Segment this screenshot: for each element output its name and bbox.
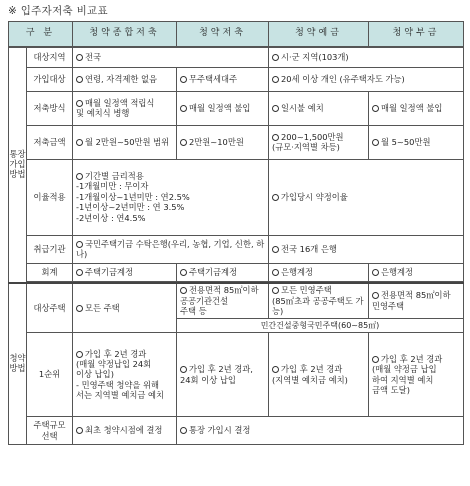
row-label: 저축방식 — [27, 91, 73, 125]
bullet-circle-icon — [76, 54, 83, 61]
bullet-circle-icon — [372, 356, 379, 363]
table-cell: 2만원~10만원 — [177, 125, 269, 159]
bullet-circle-icon — [272, 134, 279, 141]
table-cell: 전국 16개 은행 — [269, 235, 464, 263]
bullet-circle-icon — [76, 139, 83, 146]
bullet-circle-icon — [180, 269, 187, 276]
bullet-circle-icon — [272, 246, 279, 253]
bullet-circle-icon — [180, 287, 187, 294]
row-label: 1순위 — [27, 333, 73, 417]
bullet-circle-icon — [272, 54, 279, 61]
header-category: 구 분 — [9, 22, 73, 48]
bullet-circle-icon — [76, 269, 83, 276]
table-row — [9, 91, 464, 125]
table-row — [9, 283, 464, 319]
table-cell: 매월 일정액 불입 — [177, 91, 269, 125]
table-cell: 주택기금계정 — [73, 263, 177, 281]
table-cell: 모든 주택 — [73, 283, 177, 333]
bullet-circle-icon — [272, 105, 279, 112]
table-row — [9, 125, 464, 159]
table-cell: 매월 일정액 적립식 및 예치식 병행 — [73, 91, 177, 125]
table-cell: 은행계정 — [369, 263, 464, 281]
bullet-circle-icon — [272, 269, 279, 276]
table-row — [9, 67, 464, 91]
bullet-circle-icon — [76, 76, 83, 83]
table-row — [9, 263, 464, 281]
table-cell: 가입 후 2년 경과 (지역별 예치금 예치) — [269, 333, 369, 417]
table-cell: 매월 일정액 불입 — [369, 91, 464, 125]
row-label: 회계 — [27, 263, 73, 281]
bullet-circle-icon — [372, 292, 379, 299]
table-cell: 월 5~50만원 — [369, 125, 464, 159]
row-label: 주택규모 선택 — [27, 417, 73, 445]
bullet-circle-icon — [272, 194, 279, 201]
table-cell: 일시불 예치 — [269, 91, 369, 125]
table-cell: 시·군 지역(103개) — [269, 47, 464, 67]
table-row — [9, 47, 464, 67]
bullet-circle-icon — [272, 76, 279, 83]
row-label: 이율적용 — [27, 159, 73, 235]
table-cell: 민간건설중형국민주택(60~85㎡) — [177, 319, 464, 333]
bullet-circle-icon — [76, 173, 83, 180]
bullet-circle-icon — [76, 351, 83, 358]
bullet-circle-icon — [180, 76, 187, 83]
row-label: 대상지역 — [27, 47, 73, 67]
comparison-table — [8, 21, 464, 445]
table-cell: 주택기금계정 — [177, 263, 269, 281]
table-cell: 전용면적 85㎡이하 공공기관건설 주택 등 — [177, 283, 269, 319]
row-label: 대상주택 — [27, 283, 73, 333]
bullet-circle-icon — [76, 100, 83, 107]
bullet-circle-icon — [180, 139, 187, 146]
bullet-circle-icon — [180, 427, 187, 434]
table-cell: 월 2만원~50만원 범위 — [73, 125, 177, 159]
bullet-circle-icon — [180, 366, 187, 373]
section-label-apply: 청약 방법 — [9, 283, 27, 445]
table-row — [9, 417, 464, 445]
table-cell: 연령, 자격제한 없음 — [73, 67, 177, 91]
row-label: 취급기관 — [27, 235, 73, 263]
table-cell: 가입당시 약정이율 — [269, 159, 464, 235]
header-savings: 청약저축 — [177, 22, 269, 48]
bullet-circle-icon — [372, 139, 379, 146]
table-row — [9, 235, 464, 263]
header-installment: 청약부금 — [369, 22, 464, 48]
table-cell: 가입 후 2년 경과 (매월 약정납입 24회 이상 납입) - 민영주택 청약을 위해 서는 지역별 예치금 예치 — [73, 333, 177, 417]
header-row — [9, 22, 464, 48]
bullet-circle-icon — [76, 427, 83, 434]
table-cell: 200~1,500만원 (규모·지역별 차등) — [269, 125, 369, 159]
row-label: 가입대상 — [27, 67, 73, 91]
table-cell: 전용면적 85㎡이하 민영주택 — [369, 283, 464, 319]
table-cell: 가입 후 2년 경과, 24회 이상 납입 — [177, 333, 269, 417]
table-cell: 무주택세대주 — [177, 67, 269, 91]
table-cell: 최초 청약시점에 결정 — [73, 417, 177, 445]
bullet-circle-icon — [372, 105, 379, 112]
table-cell: 모든 민영주택 (85㎡초과 공공주택도 가능) — [269, 283, 369, 319]
page-title: ※ 입주자저축 비교표 — [8, 5, 108, 17]
table-cell: 국민주택기금 수탁은행(우리, 농협, 기업, 신한, 하나) — [73, 235, 269, 263]
bullet-circle-icon — [76, 305, 83, 312]
bullet-circle-icon — [180, 105, 187, 112]
table-cell: 가입 후 2년 경과 (매월 약정금 납입 하여 지역별 예치 금액 도달) — [369, 333, 464, 417]
header-deposit: 청약예금 — [269, 22, 369, 48]
header-comprehensive: 청약종합저축 — [73, 22, 177, 48]
table-cell: 기간별 금리적용 -1개월미만 : 무이자 -1개월이상~1년미만 : 연2.5% -1년이상~2년미만 : 연 3.5% -2년이상 : 연4.5% — [73, 159, 269, 235]
bullet-circle-icon — [372, 269, 379, 276]
bullet-circle-icon — [272, 287, 279, 294]
table-row — [9, 333, 464, 417]
section-label-account: 통장 가입 방법 — [9, 47, 27, 283]
bullet-circle-icon — [272, 366, 279, 373]
table-row — [9, 159, 464, 235]
row-label: 저축금액 — [27, 125, 73, 159]
bullet-circle-icon — [76, 241, 83, 248]
table-cell: 전국 — [73, 47, 269, 67]
table-cell: 통장 가입시 결정 — [177, 417, 464, 445]
table-cell: 은행계정 — [269, 263, 369, 281]
table-cell: 20세 이상 개인 (유주택자도 가능) — [269, 67, 464, 91]
